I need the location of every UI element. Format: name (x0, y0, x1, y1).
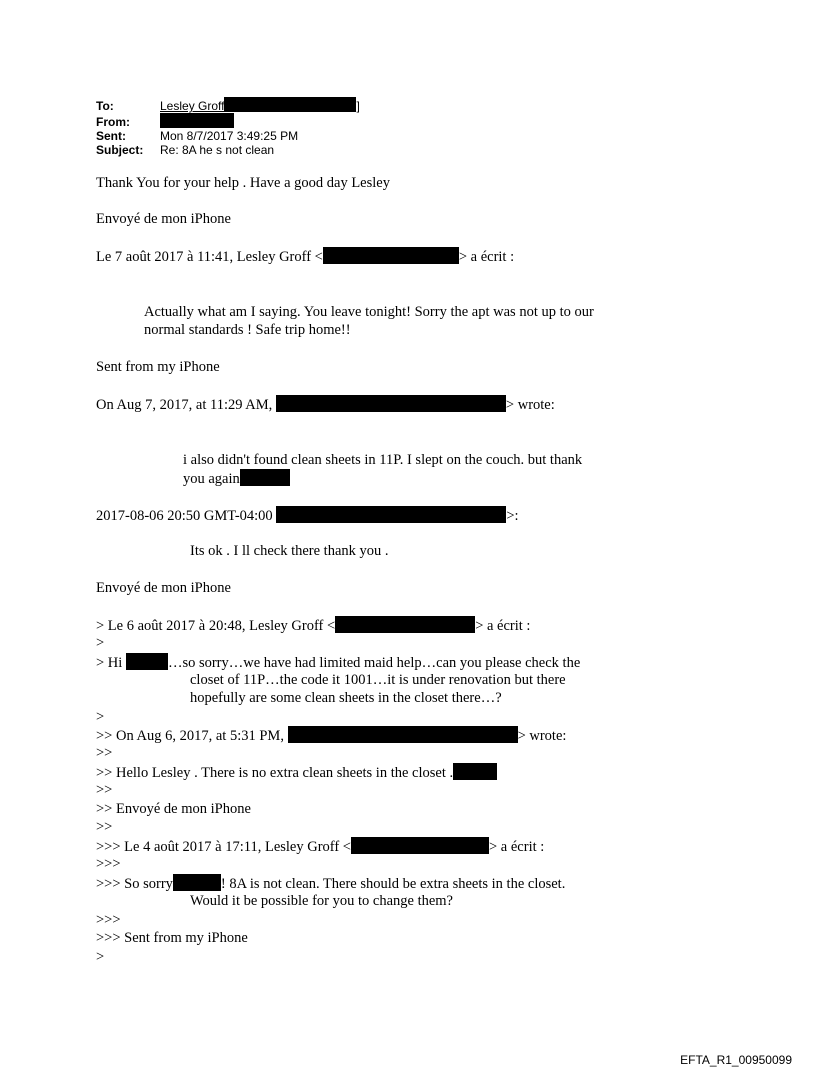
body-line: hopefully are some clean sheets in the closet there…? (190, 690, 502, 706)
subject-label: Subject: (96, 143, 144, 157)
redaction-block (160, 113, 234, 128)
from-row (96, 113, 360, 129)
to-label: To: (96, 99, 114, 113)
body-line: >> Envoyé de mon iPhone (96, 801, 251, 817)
body-line: closet of 11P…the code it 1001…it is under renovation but there (190, 672, 566, 688)
quote-intro: Le 7 août 2017 à 11:41, Lesley Groff < (96, 249, 323, 265)
redaction-block (335, 616, 475, 633)
to-value: Lesley Groff (160, 99, 225, 113)
quote-suffix: > wrote: (505, 397, 555, 413)
quote-intro: >> On Aug 6, 2017, at 5:31 PM, (96, 728, 284, 744)
body-line: Thank You for your help . Have a good day Lesley (96, 175, 390, 191)
to-row (96, 97, 360, 113)
quote-suffix: > a écrit : (458, 249, 515, 265)
email-header (96, 97, 360, 157)
body-line: Envoyé de mon iPhone (96, 580, 231, 596)
body-line: >> (96, 782, 113, 798)
body-line (96, 726, 566, 745)
body-line (96, 616, 530, 635)
body-line: >>> (96, 856, 121, 872)
quote-intro: 2017-08-06 20:50 GMT-04:00 (96, 508, 273, 524)
document-id: EFTA_R1_00950099 (680, 1053, 792, 1067)
redaction-block (240, 469, 290, 486)
body-line (96, 247, 514, 266)
body-line (96, 874, 565, 893)
redaction-block (173, 874, 221, 891)
redaction-block (453, 763, 497, 780)
body-line: > (96, 949, 105, 965)
body-line: >>> (96, 912, 121, 928)
body-line: normal standards ! Safe trip home!! (144, 322, 351, 338)
quote-intro: > Le 6 août 2017 à 20:48, Lesley Groff < (96, 618, 336, 634)
body-line: Its ok . I ll check there thank you . (190, 543, 389, 559)
body-line (96, 506, 519, 525)
body-text: ! 8A is not clean. There should be extra sheets in the closet. (220, 876, 566, 892)
body-line: > (96, 635, 105, 651)
sent-label: Sent: (96, 129, 126, 143)
body-line (183, 469, 290, 488)
quote-intro: >>> Le 4 août 2017 à 17:11, Lesley Groff < (96, 839, 351, 855)
to-close-bracket: ] (356, 99, 360, 113)
quote-suffix: > a écrit : (475, 618, 531, 634)
body-line (96, 763, 497, 782)
body-line (96, 653, 580, 672)
quote-intro: On Aug 7, 2017, at 11:29 AM, (96, 397, 273, 413)
body-text: …so sorry…we have had limited maid help…can you please check the (167, 655, 581, 671)
sent-value: Mon 8/7/2017 3:49:25 PM (160, 129, 299, 143)
body-line: > (96, 709, 105, 725)
body-line: >> (96, 819, 113, 835)
body-line: Actually what am I saying. You leave tonight! Sorry the apt was not up to our (144, 304, 594, 320)
body-line: >>> Sent from my iPhone (96, 930, 248, 946)
quote-suffix: > a écrit : (489, 839, 545, 855)
subject-row (96, 143, 360, 157)
redaction-block (276, 506, 506, 523)
redaction-block (276, 395, 506, 412)
body-line (96, 395, 555, 414)
body-text: you again (183, 471, 240, 487)
quote-suffix: >: (506, 508, 519, 524)
redaction-block (224, 97, 356, 112)
body-text: > Hi (96, 655, 123, 671)
sent-row (96, 129, 360, 143)
subject-value: Re: 8A he s not clean (160, 143, 275, 157)
body-text: >> Hello Lesley . There is no extra clean sheets in the closet . (96, 765, 454, 781)
redaction-block (288, 726, 518, 743)
from-label: From: (96, 115, 130, 129)
quote-suffix: > wrote: (517, 728, 567, 744)
redaction-block (351, 837, 489, 854)
redaction-block (126, 653, 168, 670)
body-line: >> (96, 745, 113, 761)
body-line: i also didn't found clean sheets in 11P. I slept on the couch. but thank (183, 452, 583, 468)
redaction-block (323, 247, 459, 264)
body-line: Sent from my iPhone (96, 359, 220, 375)
body-text: >>> So sorry (96, 876, 173, 892)
body-line: Envoyé de mon iPhone (96, 211, 231, 227)
body-line (96, 837, 544, 856)
body-line: Would it be possible for you to change them? (190, 893, 453, 909)
